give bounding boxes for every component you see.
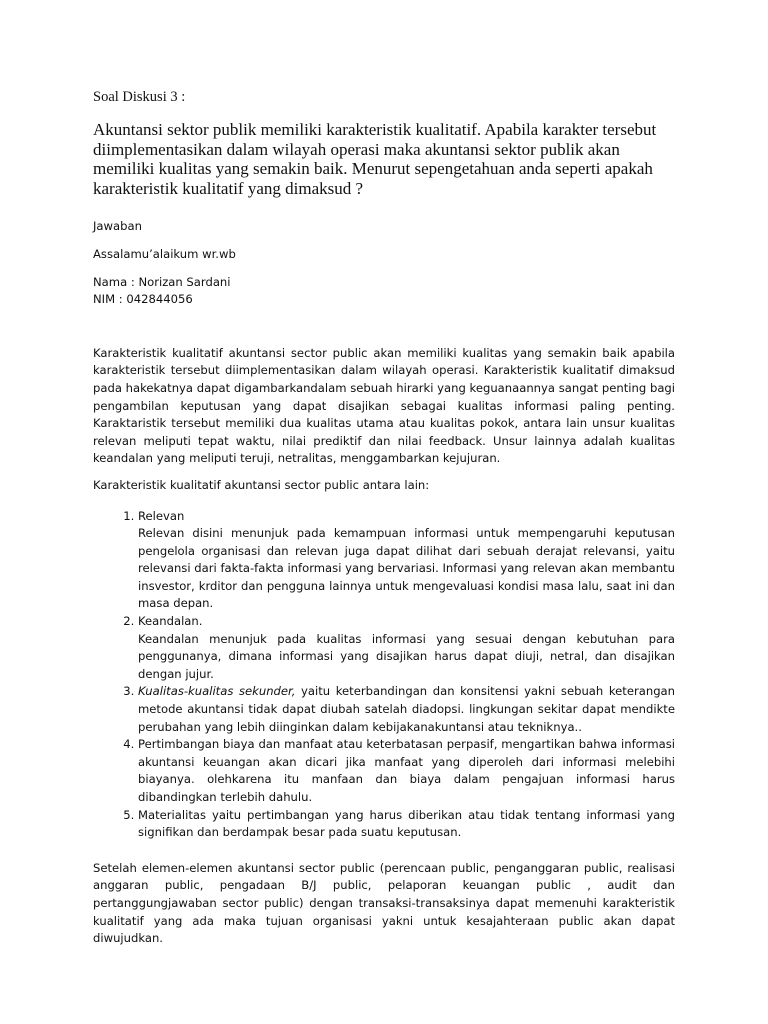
list-item-title: 2. Keandalan.: [138, 614, 203, 629]
list-intro: Karakteristik kualitatif akuntansi sector public antara lain:: [93, 477, 430, 492]
list-item-text: yaitu keterbandingan dan konsitensi yakni sebuah keterangan metode akuntansi tidak dapat diubah satelah diadopsi. lingkungan sekitar dapat mendikte perubahan yang lebih diinginkan dalam kebijakanakuntansi atau tekniknya..: [138, 684, 675, 734]
student-name: Nama : Norizan Sardani: [93, 274, 231, 289]
list-item-body: Keandalan menunjuk pada kualitas informasi yang sesuai dengan kebutuhan para penggunanya, dimana informasi yang disajikan harus dapat diuji, netral, dan disajikan dengan jujur.: [138, 631, 675, 681]
question-text: Akuntansi sektor publik memiliki karakteristik kualitatif. Apabila karakter tersebut diimplementasikan dalam wilayah operasi maka akuntansi sektor publik akan memiliki kualitas yang semakin baik. Menurut sepengetahuan anda seperti apakah karakteristik kualitatif yang dimaksud ?: [93, 120, 657, 198]
soal-label: Soal Diskusi 3 :: [93, 89, 186, 105]
list-item-body: 5. Materialitas yaitu pertimbangan yang harus diberikan atau tidak tentang informasi yang signifikan dan berdampak besar pada suatu keputusan.: [138, 807, 675, 840]
list-item-title: 1. Relevan: [138, 508, 185, 523]
list-item: [138, 683, 675, 736]
student-identity: [93, 274, 675, 309]
list-item: [138, 807, 675, 842]
list-item-body: 4. Pertimbangan biaya dan manfaat atau keterbatasan perpasif, mengartikan bahwa informasi akuntansi keuangan akan dicari jika manfaat yang diperoleh dari informasi melebihi biayanya. olehkarena itu manfaan dan biaya dalam pengajuan informasi harus dibandingkan terlebih dahulu.: [138, 737, 675, 804]
closing-paragraph: Setelah elemen-elemen akuntansi sector public (perencaan public, penganggaran public, realisasi anggaran public, pengadaan B/J public, pelaporan keuangan public , audit dan pertanggungjawaban sector public) dengan transaksi-transaksinya dapat memenuhi karakteristik kualitatif yang ada maka tujuan organisasi yakni untuk kesajahteraan public akan dapat diwujudkan.: [93, 860, 675, 946]
document-page: [93, 88, 675, 948]
student-nim: NIM : 042844056: [93, 292, 193, 307]
characteristics-list: [93, 508, 675, 842]
list-item-body: [138, 683, 675, 736]
list-item-italic-lead: Kualitas-kualitas sekunder,: [138, 684, 296, 699]
list-item: [138, 508, 675, 614]
list-item: [138, 613, 675, 683]
list-item: [138, 736, 675, 806]
greeting: Assalamu’alaikum wr.wb: [93, 246, 236, 261]
answer-paragraph: Karakteristik kualitatif akuntansi sector public akan memiliki kualitas yang semakin baik apabila karakteristik tersebut diimplementasikan dalam wilayah operasi. Karakteristik kualitatif dimaksud pada hakekatnya dapat digambarkandalam sebuah hirarki yang keguanaannya sangat penting bagi pengambilan keputusan yang dapat disajikan sebagai kualitas informasi paling penting. Karaktaristik tersebut memiliki dua kualitas utama atau kualitas pokok, antara lain unsur kualitas relevan meliputi tepat waktu, nilai prediktif dan nilai feedback. Unsur lainnya adalah kualitas keandalan yang meliputi teruji, netralitas, menggambarkan kejujuran.: [93, 345, 675, 466]
jawaban-label: Jawaban: [93, 219, 142, 234]
list-item-body: Relevan disini menunjuk pada kemampuan informasi untuk mempengaruhi keputusan pengelola organisasi dan relevan juga dapat dilihat dari sebuah derajat relevansi, yaitu relevansi dari fakta-fakta informasi yang bervariasi. Informasi yang relevan akan membantu insvestor, krditor dan pengguna lainnya untuk mengevaluasi kondisi masa lalu, saat ini dan masa depan.: [138, 526, 675, 611]
